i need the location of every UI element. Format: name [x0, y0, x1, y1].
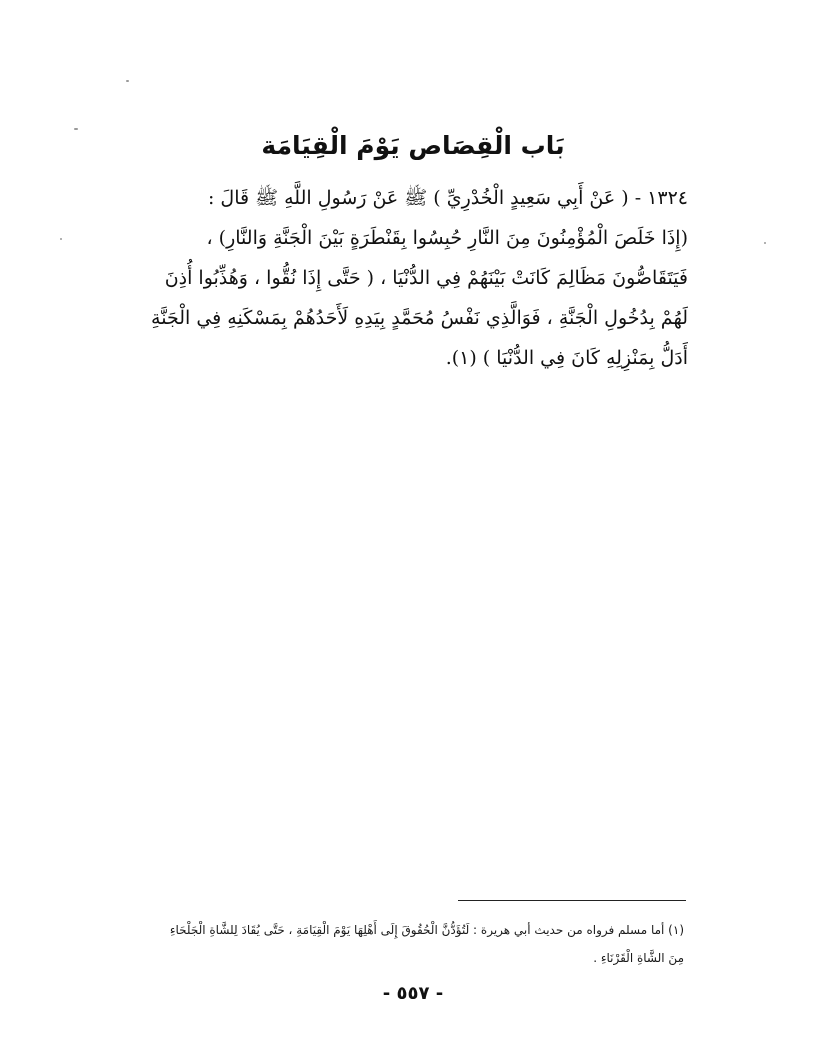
hadith-line: أَدَلُّ بِمَنْزِلِهِ كَانَ فِي الدُّنْيَا ) (١). [445, 347, 688, 369]
chapter-title: بَاب الْقِصَاص يَوْمَ الْقِيَامَة [261, 131, 565, 160]
hadith-line: فَيَتَقَاصُّونَ مَظَالِمَ كَانَتْ بَيْنَهُمْ فِي الدُّنْيَا ، ( حَتَّى إِذَا نُقُّوا ، وَهُذِّبُوا أُذِنَ [164, 267, 688, 289]
scan-speck [764, 242, 766, 244]
page-number: - ٥٥٧ - [382, 983, 444, 1004]
scan-speck [60, 238, 62, 240]
scan-speck [126, 80, 129, 82]
footnote-line: (١) أما مسلم فرواه من حديث أبي هريرة : لَتُؤَدُّنَّ الْحُقُوقَ إِلَى أَهْلِهَا يَوْمَ الْقِيَامَةِ ، حَتَّى يُقَادَ لِلشَّاةِ الْجَلْحَاءِ [169, 923, 684, 937]
hadith-line: ١٣٢٤ - ( عَنْ أَبِي سَعِيدٍ الْخُدْرِيِّ ) ﷺ عَنْ رَسُولِ اللَّهِ ﷺ قَالَ : [207, 187, 688, 209]
hadith-text [108, 178, 688, 378]
footnote-divider [458, 900, 686, 901]
footnote-line: مِنَ الشَّاةِ الْقَرْنَاءِ . [593, 951, 684, 965]
hadith-line: لَهُمْ بِدُخُولِ الْجَنَّةِ ، فَوَالَّذِي نَفْسُ مُحَمَّدٍ بِيَدِهِ لَأَحَدُهُمْ بِمَسْكَنِهِ فِي الْجَنَّةِ [151, 307, 688, 329]
hadith-line: (إِذَا خَلَصَ الْمُؤْمِنُونَ مِنَ النَّارِ حُبِسُوا بِقَنْطَرَةٍ بَيْنَ الْجَنَّةِ وَالنَّارِ) ، [206, 227, 688, 249]
footnote [128, 916, 684, 972]
